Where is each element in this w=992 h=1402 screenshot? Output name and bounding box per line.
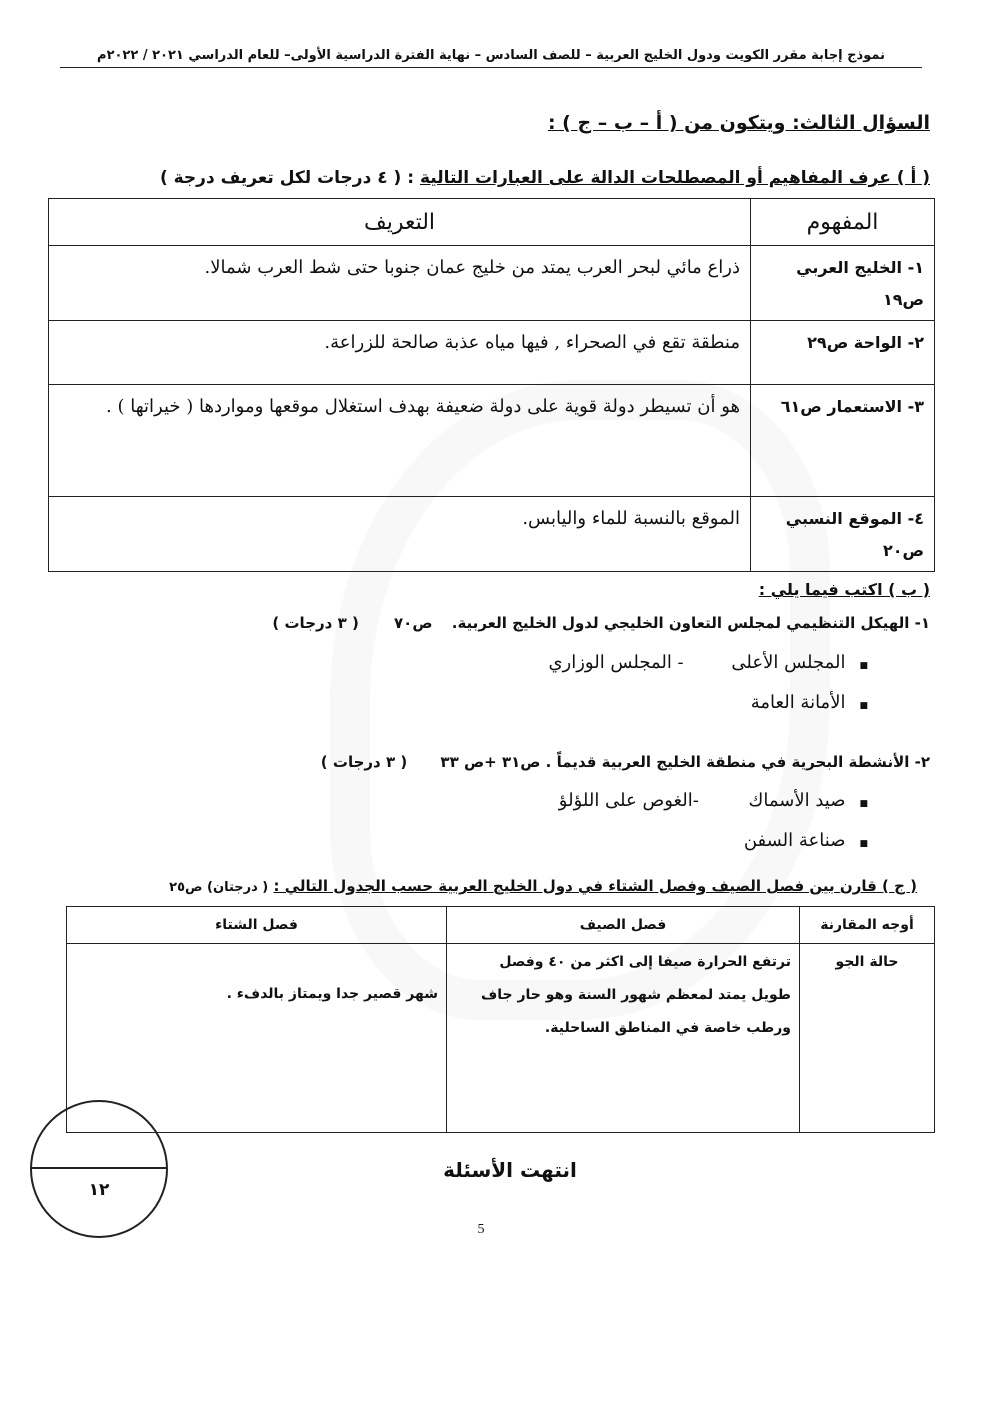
- table-row: [49, 385, 935, 497]
- winter-cell: شهر قصير جدا ويمتاز بالدفء .: [67, 944, 447, 1133]
- table-header-row: [49, 199, 935, 246]
- comparison-table: [66, 906, 935, 1133]
- definition-cell: الموقع بالنسبة للماء واليابس.: [49, 497, 751, 572]
- col-summer: فصل الصيف: [447, 907, 800, 944]
- part-c-marks: ( درجتان) ص٢٥: [169, 880, 269, 895]
- bullet-icon: ■: [859, 799, 868, 809]
- col-aspect: أوجه المقارنة: [800, 907, 935, 944]
- answer-text: المجلس الأعلى: [731, 652, 846, 673]
- part-b-label: ( ب ) اكتب فيما يلي :: [758, 580, 930, 599]
- bullet-row: [744, 830, 868, 851]
- table-row: [49, 321, 935, 385]
- end-of-questions: انتهت الأسئلة: [443, 1158, 577, 1182]
- concept-cell: ٣- الاستعمار ص٦١: [751, 385, 935, 497]
- part-a-label: ( أ ) عرف المفاهيم أو المصطلحات الدالة على العبارات التالية: [419, 168, 930, 188]
- col-definition: التعريف: [49, 199, 751, 246]
- part-b-item-1: [272, 614, 930, 632]
- item-2-page: ص٣١ +ص ٣٣: [440, 753, 541, 771]
- item-2-question: ٢- الأنشطة البحرية في منطقة الخليج العربية قديماً .: [545, 753, 930, 771]
- bullet-icon: ■: [859, 839, 868, 849]
- item-2-marks: ( ٣ درجات ): [320, 753, 408, 771]
- answer-text: -الغوص على اللؤلؤ: [558, 790, 699, 811]
- part-c-heading: [169, 877, 917, 895]
- concept-cell: ٤- الموقع النسبي ص٢٠: [751, 497, 935, 572]
- item-1-marks: ( ٣ درجات ): [272, 614, 359, 632]
- definition-cell: هو أن تسيطر دولة قوية على دولة ضعيفة بهدف استغلال موقعها ومواردها ( خيراتها ) .: [49, 385, 751, 497]
- bullet-row: [751, 692, 868, 713]
- item-1-question: ١- الهيكل التنظيمي لمجلس التعاون الخليجي لدول الخليج العربية.: [451, 614, 930, 632]
- summer-cell: ترتفع الحرارة صيفا إلى اكثر من ٤٠ وفصل طويل يمتد لمعظم شهور السنة وهو حار جاف ورطب خاصة في المناطق الساحلية.: [447, 944, 800, 1133]
- col-concept: المفهوم: [751, 199, 935, 246]
- item-1-page: ص٧٠: [394, 614, 433, 632]
- part-c-label: ( ج ) قارن بين فصل الصيف وفصل الشتاء في دول الخليج العربية حسب الجدول التالي :: [273, 877, 917, 895]
- question-3-title: السؤال الثالث: ويتكون من ( أ – ب – ج ) :: [547, 112, 930, 134]
- page-header: نموذج إجابة مقرر الكويت ودول الخليج العربية – للصف السادس – نهاية الفترة الدراسية الأولى– للعام الدراسي ٢٠٢١ / ٢٠٢٢م: [60, 48, 922, 68]
- bullet-row: [559, 790, 868, 811]
- part-a-heading: [160, 168, 930, 188]
- score-divider: [32, 1167, 166, 1169]
- answer-text: - المجلس الوزاري: [548, 652, 684, 673]
- page-number: 5: [477, 1222, 485, 1237]
- table-row: [49, 497, 935, 572]
- bullet-icon: ■: [859, 701, 868, 711]
- answer-text: صناعة السفن: [743, 830, 846, 851]
- part-b-item-2: [321, 753, 930, 771]
- concept-cell: ١- الخليج العربي ص١٩: [751, 246, 935, 321]
- col-winter: فصل الشتاء: [67, 907, 447, 944]
- concept-cell: ٢- الواحة ص٢٩: [751, 321, 935, 385]
- table-row: [67, 944, 935, 1133]
- bullet-icon: ■: [859, 661, 868, 671]
- table-header-row: [67, 907, 935, 944]
- answer-text: الأمانة العامة: [750, 692, 846, 713]
- definitions-table: [48, 198, 935, 572]
- score-circle: [30, 1100, 168, 1238]
- bullet-row: [548, 652, 868, 673]
- part-a-note: : ( ٤ درجات لكل تعريف درجة ): [159, 168, 415, 188]
- definition-cell: منطقة تقع في الصحراء , فيها مياه عذبة صالحة للزراعة.: [49, 321, 751, 385]
- definition-cell: ذراع مائي لبحر العرب يمتد من خليج عمان جنوبا حتى شط العرب شمالا.: [49, 246, 751, 321]
- answer-text: صيد الأسماك: [748, 790, 846, 811]
- aspect-cell: حالة الجو: [800, 944, 935, 1133]
- total-score: ١٢: [88, 1180, 110, 1200]
- table-row: [49, 246, 935, 321]
